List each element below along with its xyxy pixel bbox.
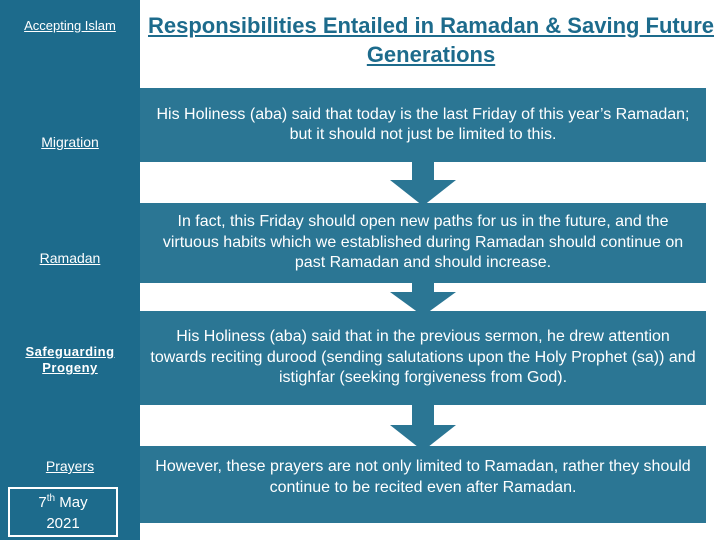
step-text: His Holiness (aba) said that in the previous sermon, he drew attention towards reciting durood (sending salutations upon the Holy Prophet (sa)) and istighfar (seeking forgiveness from God). <box>150 328 696 387</box>
sidebar-item-accepting-islam[interactable]: Accepting Islam <box>24 18 116 33</box>
down-arrow-icon <box>388 405 458 451</box>
date-month: May <box>59 494 88 511</box>
step-card <box>140 446 706 523</box>
step-text: However, these prayers are not only limited to Ramadan, rather they should continue to be recited even after Ramadan. <box>155 458 691 496</box>
sidebar-nav <box>0 0 140 540</box>
sidebar-item-ramadan[interactable]: Ramadan <box>39 250 101 266</box>
date-badge <box>8 487 118 537</box>
sidebar-item-prayers[interactable]: Prayers <box>45 458 95 474</box>
down-arrow-icon <box>388 162 458 206</box>
sidebar-item-migration[interactable]: Migration <box>41 134 99 150</box>
step-card <box>140 203 706 283</box>
page-title: Responsibilities Entailed in Ramadan & Saving Future Generations <box>148 13 714 67</box>
step-text: In fact, this Friday should open new paths for us in the future, and the virtuous habits which we established during Ramadan should continue on past Ramadan and should increase. <box>162 213 684 272</box>
date-day: 7 <box>38 494 47 511</box>
step-card <box>140 88 706 162</box>
step-card <box>140 311 706 405</box>
date-year: 2021 <box>46 515 80 532</box>
sidebar-item-safeguarding-progeny[interactable]: Safeguarding Progeny <box>25 344 115 376</box>
step-text: His Holiness (aba) said that today is the last Friday of this year’s Ramadan; but it should not just be limited to this. <box>156 105 690 143</box>
date-suffix: th <box>46 493 56 504</box>
